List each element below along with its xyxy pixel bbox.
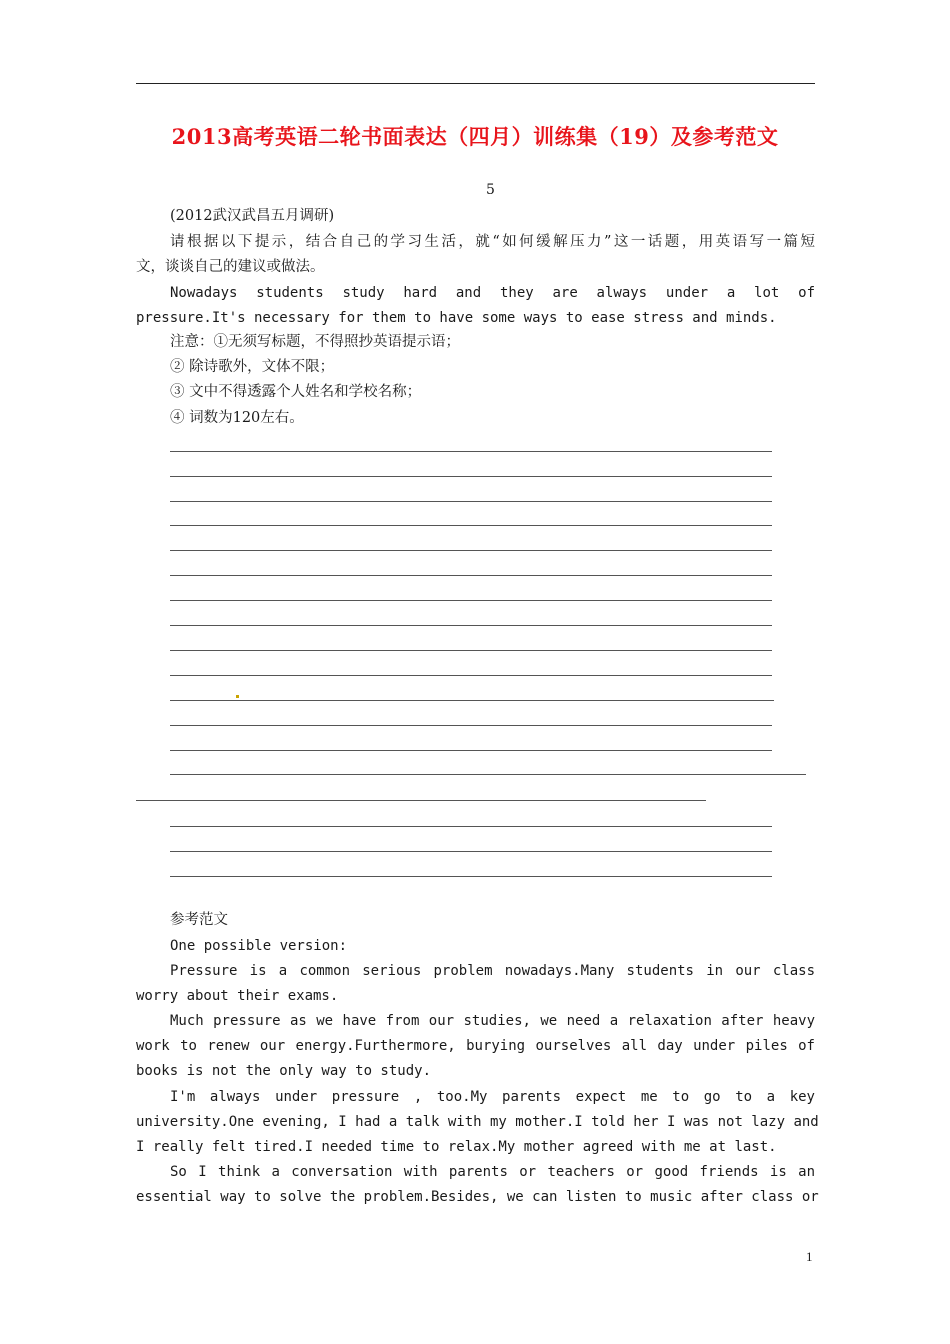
- stray-mark: [236, 695, 239, 698]
- answer-line: [170, 750, 772, 751]
- essay-p3-line-1: I'm always under pressure , too.My parents expect me to go to a key: [170, 1089, 815, 1105]
- instructions-line-2: 文，谈谈自己的建议或做法。: [136, 259, 325, 275]
- answer-line: [170, 851, 772, 852]
- answer-line: [170, 650, 772, 651]
- answer-line: [136, 800, 706, 801]
- essay-p3-line-3: I really felt tired.I needed time to relax.My mother agreed with me at last.: [136, 1139, 777, 1155]
- note-3: ③ 文中不得透露个人姓名和学校名称；: [170, 384, 422, 400]
- model-intro: One possible version:: [170, 938, 348, 954]
- source-label: (2012武汉武昌五月调研): [170, 208, 335, 224]
- page-number: 1: [806, 1249, 813, 1264]
- prompt-line-2: pressure.It's necessary for them to have some ways to ease stress and minds.: [136, 310, 777, 326]
- page-title: 2013高考英语二轮书面表达（四月）训练集（19）及参考范文: [171, 124, 779, 149]
- essay-p2-line-3: books is not the only way to study.: [136, 1063, 432, 1079]
- note-2: ② 除诗歌外，文体不限；: [170, 359, 335, 375]
- model-heading: 参考范文: [170, 912, 228, 928]
- answer-line: [170, 675, 772, 676]
- essay-p2-line-2: work to renew our energy.Furthermore, burying ourselves all day under piles of: [136, 1038, 815, 1054]
- essay-p2-line-1: Much pressure as we have from our studies, we need a relaxation after heavy: [170, 1013, 815, 1029]
- prompt-line-1: Nowadays students study hard and they are always under a lot of: [170, 285, 815, 301]
- header-rule: [136, 83, 815, 84]
- note-1: 注意：①无须写标题，不得照抄英语提示语；: [170, 334, 460, 350]
- answer-line: [170, 700, 774, 701]
- instructions-line-1: 请根据以下提示，结合自己的学习生活，就“如何缓解压力”这一话题，用英语写一篇短: [170, 234, 815, 250]
- answer-line: [170, 625, 772, 626]
- essay-p1-line-1: Pressure is a common serious problem nowadays.Many students in our class: [170, 963, 815, 979]
- question-number: 5: [486, 182, 495, 198]
- essay-p1-line-2: worry about their exams.: [136, 988, 339, 1004]
- essay-p3-line-2: university.One evening, I had a talk with my mother.I told her I was not lazy and: [136, 1114, 819, 1130]
- essay-p4-line-2: essential way to solve the problem.Besides, we can listen to music after class or: [136, 1189, 819, 1205]
- answer-line: [170, 525, 772, 526]
- answer-line: [170, 876, 772, 877]
- answer-line: [170, 501, 772, 502]
- answer-line: [170, 725, 772, 726]
- answer-line: [170, 826, 772, 827]
- answer-line: [170, 550, 772, 551]
- answer-line: [170, 451, 772, 452]
- essay-p4-line-1: So I think a conversation with parents or teachers or good friends is an: [170, 1164, 815, 1180]
- answer-line: [170, 575, 772, 576]
- answer-line: [170, 774, 806, 775]
- answer-line: [170, 600, 772, 601]
- answer-line: [170, 476, 772, 477]
- note-4: ④ 词数为120左右。: [170, 410, 304, 426]
